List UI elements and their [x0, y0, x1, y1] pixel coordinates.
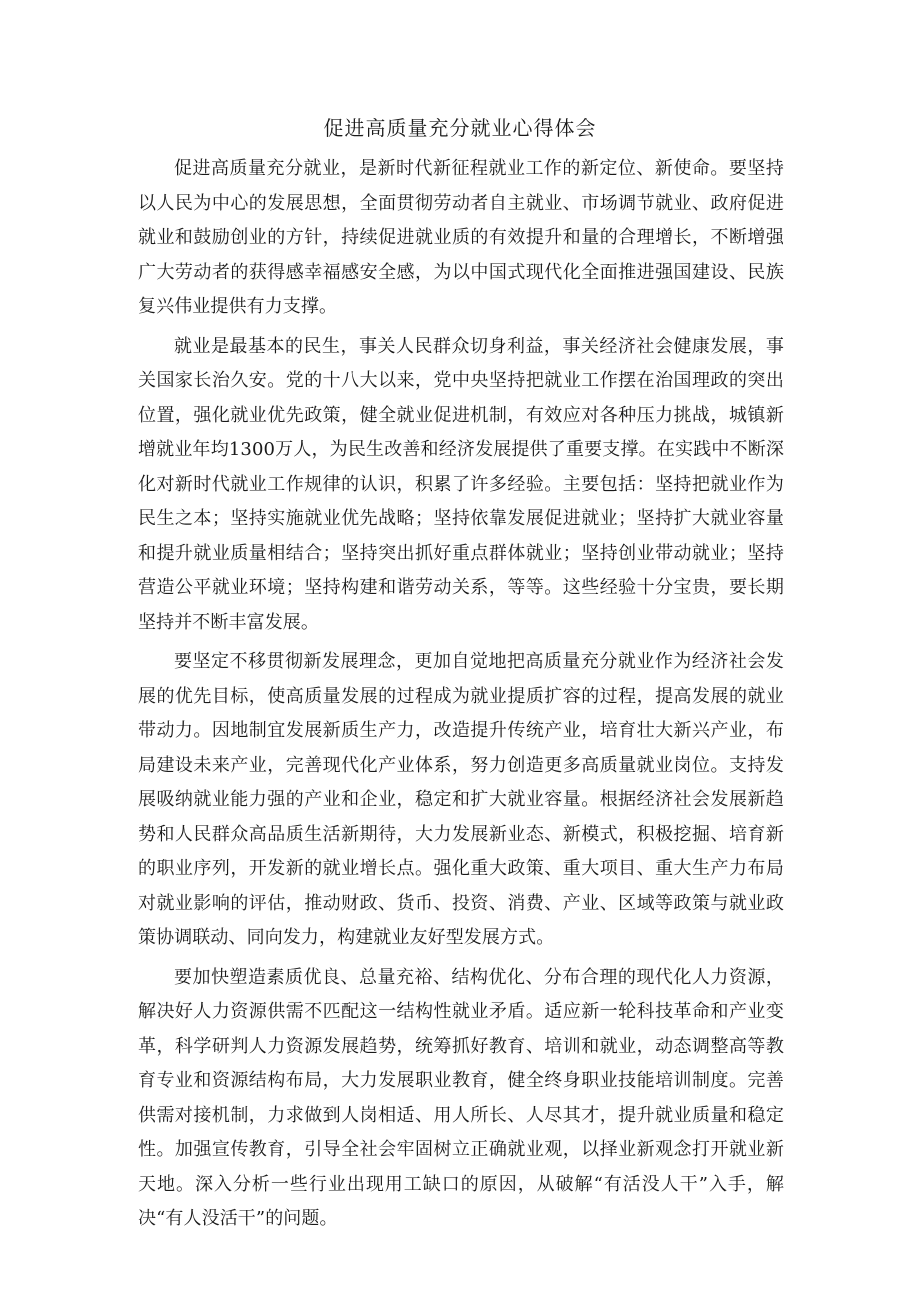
paragraph-2: 就业是最基本的民生，事关人民群众切身利益，事关经济社会健康发展，事关国家长治久安。党的十八大以来，党中央坚持把就业工作摆在治国理政的突出位置，强化就业优先政策，健全就业促进机制，有效应对各种压力挑战，城镇新增就业年均1300万人，为民生改善和经济发展提供了重要支撑。在实践中不断深化对新时代就业工作规律的认识，积累了许多经验。主要包括：坚持把就业作为民生之本；坚持实施就业优先战略；坚持依靠发展促进就业；坚持扩大就业容量和提升就业质量相结合；坚持突出抓好重点群体就业；坚持创业带动就业；坚持营造公平就业环境；坚持构建和谐劳动关系，等等。这些经验十分宝贵，要长期坚持并不断丰富发展。 — [138, 335, 784, 633]
paragraph-3: 要坚定不移贯彻新发展理念，更加自觉地把高质量充分就业作为经济社会发展的优先目标，使高质量发展的过程成为就业提质扩容的过程，提高发展的就业带动力。因地制宜发展新质生产力，改造提升传统产业，培育壮大新兴产业，布局建设未来产业，完善现代化产业体系，努力创造更多高质量就业岗位。支持发展吸纳就业能力强的产业和企业，稳定和扩大就业容量。根据经济社会发展新趋势和人民群众高品质生活新期待，大力发展新业态、新模式，积极挖掘、培育新的职业序列，开发新的就业增长点。强化重大政策、重大项目、重大生产力布局对就业影响的评估，推动财政、货币、投资、消费、产业、区域等政策与就业政策协调联动、同向发力，构建就业友好型发展方式。 — [138, 651, 784, 948]
paragraph-1: 促进高质量充分就业，是新时代新征程就业工作的新定位、新使命。要坚持以人民为中心的发展思想，全面贯彻劳动者自主就业、市场调节就业、政府促进就业和鼓励创业的方针，持续促进就业质的有效提升和量的合理增长，不断增强广大劳动者的获得感幸福感安全感，为以中国式现代化全面推进强国建设、民族复兴伟业提供有力支撑。 — [138, 158, 784, 317]
document-title: 促进高质量充分就业心得体会 — [323, 116, 597, 140]
paragraph-4: 要加快塑造素质优良、总量充裕、结构优化、分布合理的现代化人力资源，解决好人力资源供需不匹配这一结构性就业矛盾。适应新一轮科技革命和产业变革，科学研判人力资源发展趋势，统筹抓好教育、培训和就业，动态调整高等教育专业和资源结构布局，大力发展职业教育，健全终身职业技能培训制度。完善供需对接机制，力求做到人岗相适、用人所长、人尽其才，提升就业质量和稳定性。加强宣传教育，引导全社会牢固树立正确就业观，以择业新观念打开就业新天地。深入分析一些行业出现用工缺口的原因，从破解“有活没人干”入手，解决“有人没活干”的问题。 — [138, 966, 784, 1229]
document-body — [138, 152, 784, 1242]
